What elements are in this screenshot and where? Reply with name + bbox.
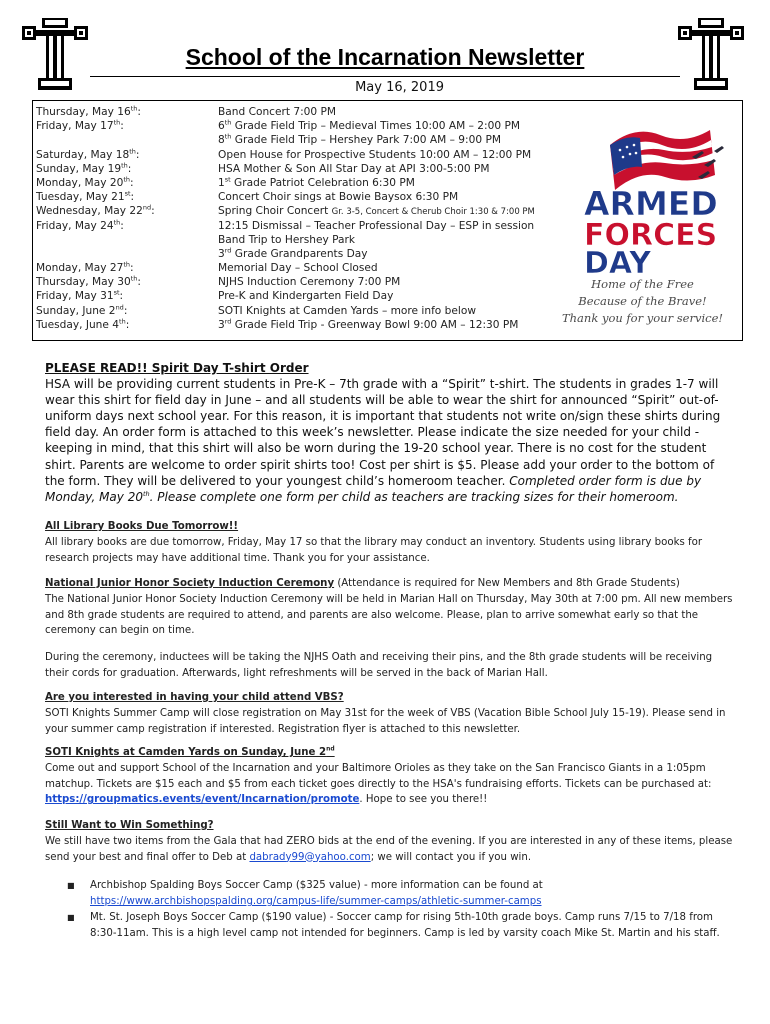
spirit-day-section (45, 360, 735, 505)
armed-forces-day-graphic (580, 105, 730, 275)
calendar-date: Friday, May 24th: (36, 217, 124, 232)
calendar-date: Friday, May 31st: (36, 288, 124, 303)
calendar-date: Tuesday, May 21st: (36, 189, 135, 204)
camden-text: Come out and support School of the Incarnation and your Baltimore Orioles as they take on the San Francisco Giants in a 1:05pm matchup. Tickets are $15 each and $5 from each ticket goes directly to the HSA's fundraising efforts. Tickets can be purchased at: https://groupmatics.events/event/Incarnation/promote. Hope to see you there!! (45, 762, 712, 806)
calendar-date: Thursday, May 30th: (36, 274, 141, 289)
calendar-event: 3rd Grade Grandparents Day (218, 246, 368, 260)
njhs-heading-line (45, 576, 735, 592)
njhs-text-1: The National Junior Honor Society Induction Ceremony will be held in Marian Hall on Thursday, May 30th at 7:00 pm. All new members and 8th grade students are required to attend, and parents are also welcome. Please, plan to arrive somewhat early so that the ceremony can begin on time. (45, 593, 733, 637)
list-item: ■ Mt. St. Joseph Boys Soccer Camp ($190 value) - Soccer camp for rising 5th-10th grade boys. Camp runs 7/15 to 7/18 from 8:30-11am. This is a high level camp not intended for beginners. Camp is led by varsity coach Mike St. Martin and his staff. (67, 911, 720, 939)
gala-text: We still have two items from the Gala that had ZERO bids at the end of the evening. If you are interested in any of these items, please send your best and final offer to Deb at dabrady99@yahoo.com; we will contact you if you win. (45, 835, 733, 863)
calendar-event: 12:15 Dismissal – Teacher Professional Day – ESP in session (218, 219, 535, 232)
camden-heading: SOTI Knights at Camden Yards on Sunday, June 2nd (45, 745, 335, 758)
calendar-event: Concert Choir sings at Bowie Baysox 6:30 PM (218, 191, 459, 204)
caption-line-3: Thank you for your service! (561, 311, 723, 325)
school-logo-left (22, 18, 88, 90)
caption-line-2: Because of the Brave! (578, 294, 707, 308)
spirit-day-heading: PLEASE READ!! Spirit Day T-shirt Order (45, 361, 309, 375)
spirit-day-text: HSA will be providing current students in Pre-K – 7th grade with a “Spirit” t-shirt. The students in grades 1-7 will wear this shirt for field day in June – and all students will be able to wear the shirt for announced “Spirit” out-of-uniform days next school year. For this reason, it is important that students not write on/sign these shirts during field day. An order form is attached to this week’s newsletter. Please indicate the size needed for your child - keeping in mind, that this shirt will also be worn during the 19-20 school year. There is no cost for the student shirt. Parents are welcome to order spirit shirts too! Cost per shirt is $5. Please add your order to the bottom of the form. They will be delivered to your youngest child’s homeroom teacher. Completed order form is due by Monday, May 20th. Please complete one form per child as teachers are tracking sizes for their homeroom. (45, 377, 721, 504)
camden-section (45, 745, 735, 808)
day-text: DAY (584, 246, 651, 275)
bullet-icon: ■ (67, 881, 75, 891)
calendar-date: Friday, May 17th: (36, 118, 124, 133)
calendar-date: Sunday, June 2nd: (36, 303, 128, 317)
calendar-event: Memorial Day – School Closed (218, 262, 378, 275)
calendar-date: Monday, May 27th: (36, 260, 134, 275)
calendar-event: SOTI Knights at Camden Yards – more info below (218, 304, 476, 317)
calendar-date: Tuesday, June 4th: (36, 317, 130, 331)
list-item: ■ Archbishop Spalding Boys Soccer Camp ($325 value) - more information can be found at https://www.archbishopspalding.org/campus-life/summer-camps/athletic-summer-camps (67, 880, 543, 908)
library-heading: All Library Books Due Tomorrow!! (45, 521, 239, 532)
gala-items-list (45, 878, 735, 941)
caption-line-1: Home of the Free (591, 277, 694, 291)
calendar-event: 8th Grade Field Trip – Hershey Park 7:00 AM – 9:00 PM (218, 132, 501, 147)
calendar-event: 1st Grade Patriot Celebration 6:30 PM (218, 175, 415, 189)
armed-text: ARMED (584, 184, 718, 223)
vbs-section (45, 690, 735, 737)
calendar-date: Monday, May 20th: (36, 175, 134, 189)
calendar-event: Band Trip to Hershey Park (218, 233, 355, 246)
gala-heading: Still Want to Win Something? (45, 820, 214, 831)
tickets-link[interactable]: https://groupmatics.events/event/Incarnation/promote (45, 794, 360, 806)
njhs-section (45, 576, 735, 682)
calendar-event: Band Concert 7:00 PM (218, 106, 337, 118)
calendar-event: Open House for Prospective Students 10:00 AM – 12:00 PM (218, 148, 532, 161)
school-logo-right (678, 18, 744, 90)
calendar-date: Saturday, May 18th: (36, 147, 140, 161)
american-flag-icon (610, 130, 715, 190)
spalding-link[interactable]: https://www.archbishopspalding.org/campus-life/summer-camps/athletic-summer-camps (90, 896, 542, 908)
calendar-event: Spring Choir Concert Gr. 3-5, Concert & Cherub Choir 1:30 & 7:00 PM (218, 205, 535, 218)
newsletter-title: School of the Incarnation Newsletter (185, 44, 585, 70)
newsletter-date: May 16, 2019 (355, 80, 444, 95)
njhs-note: (Attendance is required for New Members and 8th Grade Students) (334, 578, 680, 589)
vbs-heading: Are you interested in having your child attend VBS? (45, 692, 344, 703)
calendar-date: Thursday, May 16th: (36, 104, 141, 118)
njhs-heading: National Junior Honor Society Induction Ceremony (45, 578, 335, 589)
bullet-icon: ■ (67, 912, 75, 922)
gala-section (45, 818, 735, 942)
calendar-event: HSA Mother & Son All Star Day at API 3:00-5:00 PM (218, 162, 490, 175)
forces-text: FORCES (584, 218, 718, 253)
calendar-date: Wednesday, May 22nd: (36, 203, 155, 218)
calendar-event: 6th Grade Field Trip – Medieval Times 10:00 AM – 2:00 PM (218, 118, 520, 133)
email-link[interactable]: dabrady99@yahoo.com (249, 851, 371, 863)
njhs-text-2: During the ceremony, inductees will be taking the NJHS Oath and receiving their pins, and the 8th grade students will be receiving their cords for graduation. Afterwards, light refreshments will be served in the back of Marian Hall. (45, 652, 713, 679)
library-section (45, 519, 735, 566)
library-text: All library books are due tomorrow, Friday, May 17 so that the library may conduct an inventory. Students using library books for research projects may have additional time. Thank you for your assistance. (45, 536, 703, 564)
title-divider (90, 76, 680, 77)
calendar-event: NJHS Induction Ceremony 7:00 PM (218, 276, 401, 289)
calendar-event: Pre-K and Kindergarten Field Day (218, 290, 394, 303)
vbs-text: SOTI Knights Summer Camp will close registration on May 31st for the week of VBS (Vacation Bible School July 15-19). Please send in your summer camp registration if interested. Registration flyer is attached to this newsletter. (45, 707, 726, 735)
armed-forces-caption (555, 276, 730, 327)
calendar-date: Sunday, May 19th: (36, 161, 132, 175)
calendar-event: 3rd Grade Field Trip - Greenway Bowl 9:00 AM – 12:30 PM (218, 317, 519, 331)
